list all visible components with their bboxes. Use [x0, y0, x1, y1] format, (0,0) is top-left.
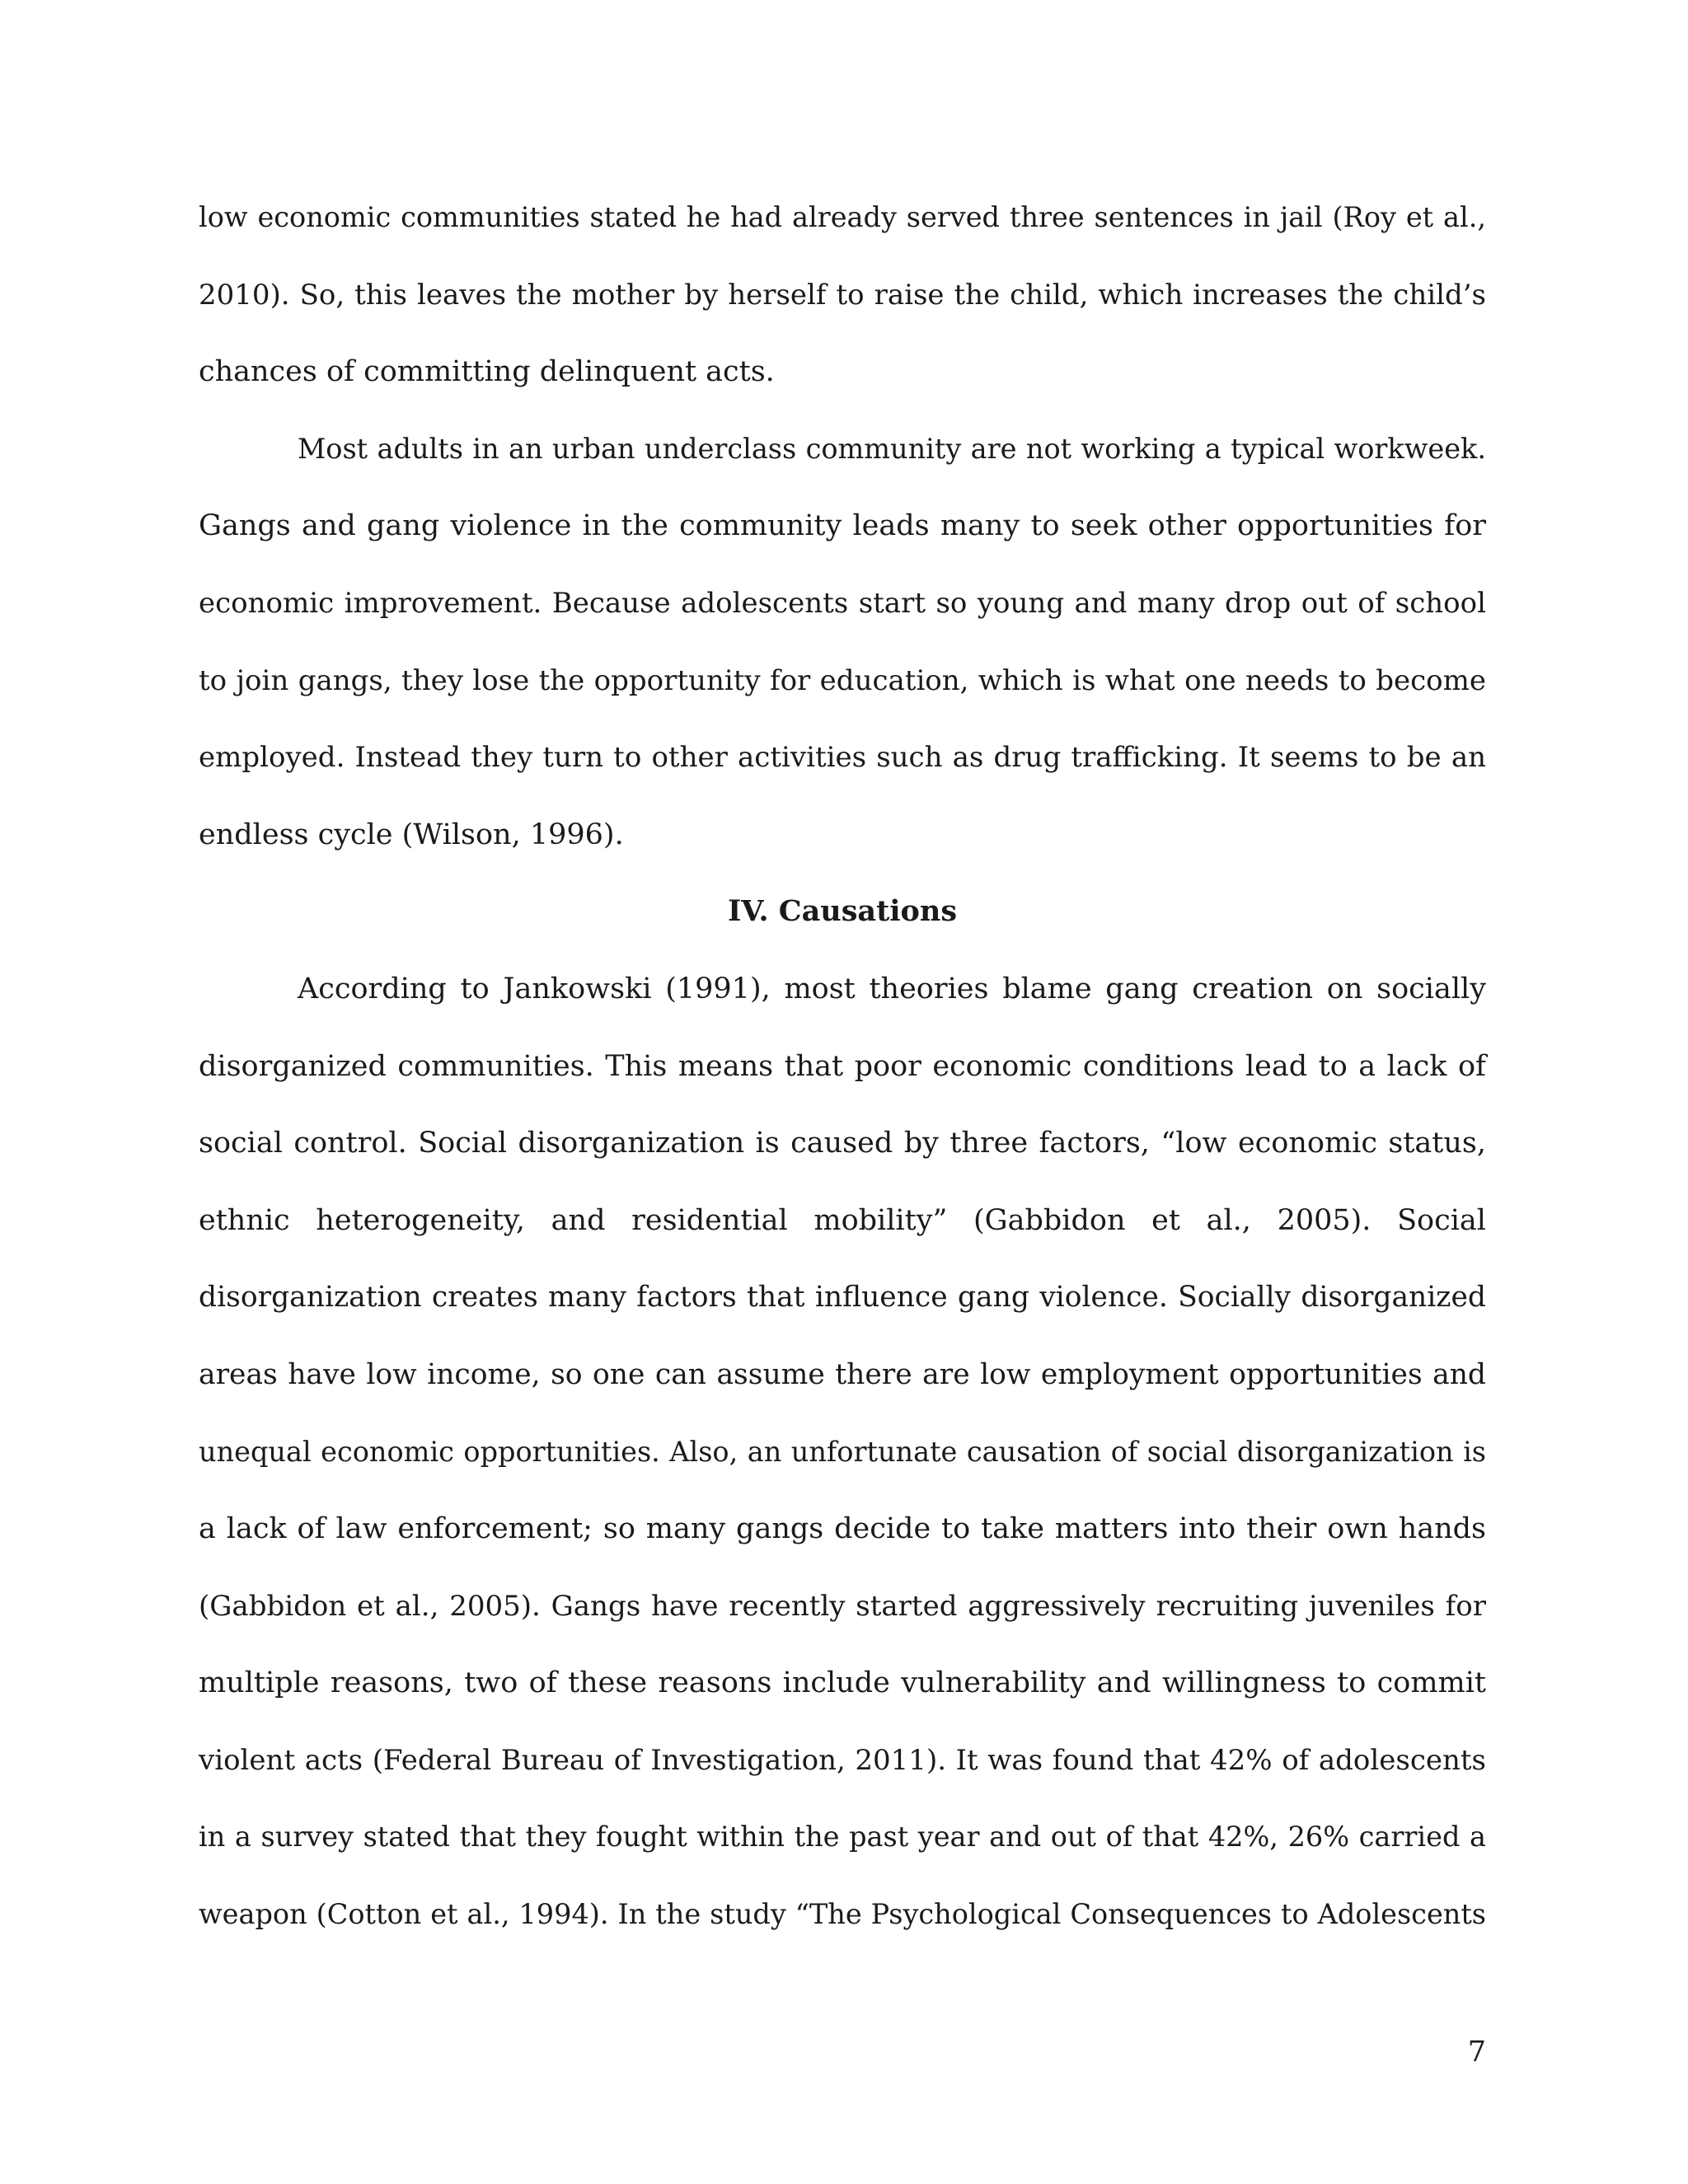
text-line: ethnic heterogeneity, and residential mobility” (Gabbidon et al., 2005). Social	[199, 1203, 1486, 1237]
text-line: disorganization creates many factors that influence gang violence. Socially disorganized	[199, 1281, 1486, 1315]
text-line: multiple reasons, two of these reasons include vulnerability and willingness to commit	[199, 1666, 1486, 1700]
text-line: endless cycle (Wilson, 1996).	[199, 818, 624, 851]
text-line: disorganized communities. This means that poor economic conditions lead to a lack of	[199, 1049, 1486, 1083]
text-line: low economic communities stated he had already served three sentences in jail (Roy et al.,	[199, 201, 1486, 233]
page-number: 7	[1467, 2036, 1486, 2069]
section-heading: IV. Causations	[727, 894, 958, 929]
text-line: social control. Social disorganization is caused by three factors, “low economic status,	[199, 1127, 1486, 1160]
body-text	[199, 191, 1486, 1966]
text-line: economic improvement. Because adolescents start so young and many drop out of school	[199, 586, 1486, 620]
text-line: chances of committing delinquent acts.	[199, 355, 775, 389]
text-line: unequal economic opportunities. Also, an unfortunate causation of social disorganization is	[199, 1435, 1486, 1468]
paragraph-first-line: Most adults in an urban underclass community are not working a typical workweek.	[298, 432, 1486, 465]
text-line: violent acts (Federal Bureau of Investigation, 2011). It was found that 42% of adolescents	[199, 1743, 1486, 1777]
paragraph-first-line: According to Jankowski (1991), most theories blame gang creation on socially	[298, 972, 1486, 1005]
text-line: in a survey stated that they fought within the past year and out of that 42%, 26% carried a	[199, 1821, 1486, 1854]
text-line: areas have low income, so one can assume there are low employment opportunities and	[199, 1357, 1486, 1391]
text-line: to join gangs, they lose the opportunity for education, which is what one needs to become	[199, 663, 1486, 697]
text-line: 2010). So, this leaves the mother by herself to raise the child, which increases the child’s	[199, 278, 1486, 312]
text-line: weapon (Cotton et al., 1994). In the study “The Psychological Consequences to Adolescents	[199, 1898, 1486, 1931]
text-line: employed. Instead they turn to other activities such as drug trafficking. It seems to be an	[199, 741, 1486, 775]
text-line: Gangs and gang violence in the community leads many to seek other opportunities for	[199, 509, 1486, 543]
text-line: (Gabbidon et al., 2005). Gangs have recently started aggressively recruiting juveniles for	[199, 1589, 1486, 1623]
text-line: a lack of law enforcement; so many gangs decide to take matters into their own hands	[199, 1512, 1486, 1546]
